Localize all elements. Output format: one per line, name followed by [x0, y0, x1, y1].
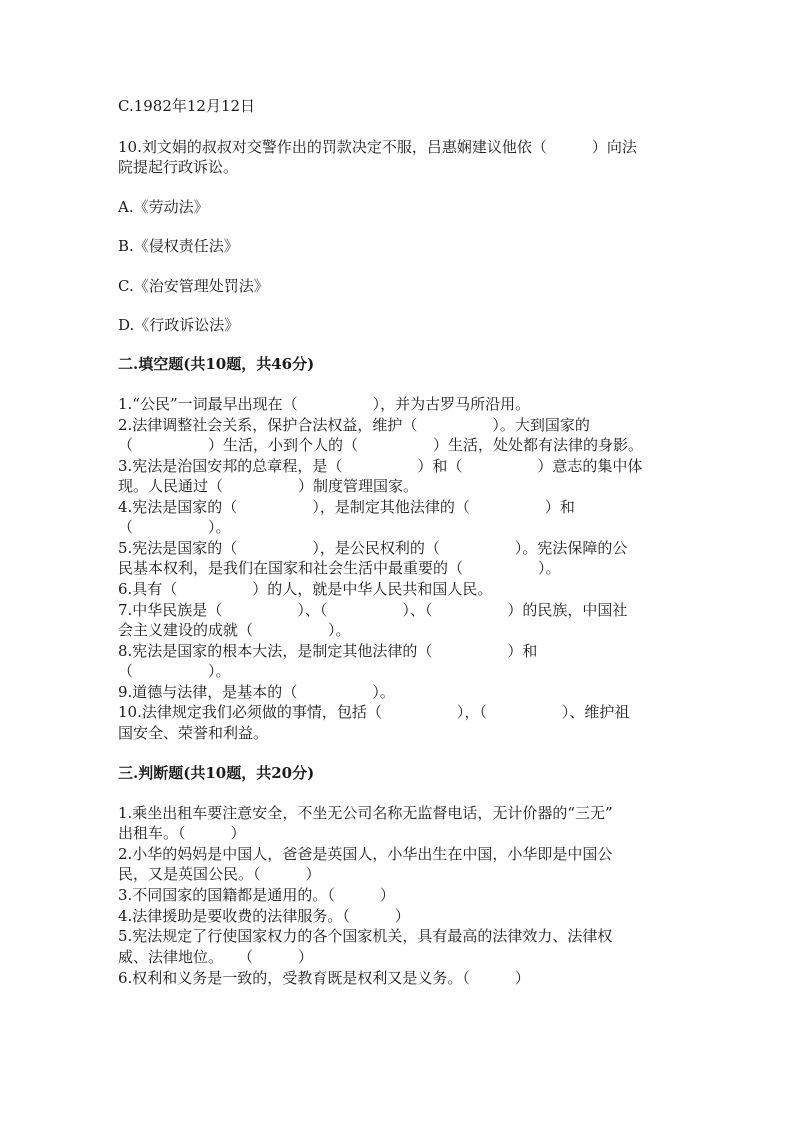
judge-line: 6.权利和义务是一致的，受教育既是权利又是义务。（ ） [118, 969, 530, 987]
judge-line: 出租车。（ ） [118, 824, 246, 842]
q10-option-c: C.《治安管理处罚法》 [118, 277, 269, 295]
fill-line: 10.法律规定我们必须做的事情，包括（ ），（ ）、维护祖 [118, 703, 630, 721]
fill-line: 7.中华民族是（ ）、（ ）、（ ）的民族，中国社 [118, 601, 628, 619]
judge-line: 3.不同国家的国籍都是通用的。（ ） [118, 886, 395, 904]
judge-line: 4.法律援助是要收费的法律服务。（ ） [118, 907, 410, 925]
q10-option-b: B.《侵权责任法》 [118, 237, 239, 255]
judge-line: 民，又是英国公民。（ ） [118, 865, 321, 883]
judge-line: 2.小华的妈妈是中国人，爸爸是英国人，小华出生在中国，小华即是中国公 [118, 845, 613, 863]
judge-line: 5.宪法规定了行使国家权力的各个国家机关，具有最高的法律效力、法律权 [118, 927, 613, 945]
fill-line: （ ）。 [118, 662, 231, 680]
q10-option-d: D.《行政诉讼法》 [118, 316, 240, 334]
fill-line: 6.具有（ ）的人，就是中华人民共和国人民。 [118, 580, 493, 598]
fill-line: 9.道德与法律，是基本的（ ）。 [118, 683, 395, 701]
fill-line: 4.宪法是国家的（ ），是制定其他法律的（ ）和 [118, 498, 575, 516]
fill-line: 国安全、荣誉和利益。 [118, 724, 269, 742]
fill-line: 现。人民通过（ ）制度管理国家。 [118, 477, 419, 495]
prev-option-c: C.1982年12月12日 [118, 97, 256, 115]
q10-option-a: A.《劳动法》 [118, 198, 209, 216]
fill-line: 5.宪法是国家的（ ），是公民权利的（ ）。宪法保障的公 [118, 539, 628, 557]
judge-line: 威、法律地位。 （ ） [118, 948, 314, 966]
fill-line: （ ）生活，小到个人的（ ）生活，处处都有法律的身影。 [118, 436, 644, 454]
question-10-line-1: 10.刘文娟的叔叔对交警作出的罚款决定不服，吕惠娴建议他依（ ）向法 [118, 138, 637, 156]
fill-line: 2.法律调整社会关系，保护合法权益，维护（ ）。大到国家的 [118, 416, 590, 434]
judge-section-heading: 三.判断题(共10题，共20分) [118, 764, 315, 782]
fill-line: 民基本权利，是我们在国家和社会生活中最重要的（ ）。 [118, 559, 561, 577]
question-10-line-2: 院提起行政诉讼。 [118, 158, 239, 176]
fill-line: 会主义建设的成就（ ）。 [118, 621, 351, 639]
fill-line: 1.“公民”一词最早出现在（ ），并为古罗马所沿用。 [118, 395, 531, 413]
judge-line: 1.乘坐出租车要注意安全，不坐无公司名称无监督电话，无计价器的“三无” [118, 804, 613, 822]
fill-line: （ ）。 [118, 518, 231, 536]
fill-line: 3.宪法是治国安邦的总章程，是（ ）和（ ）意志的集中体 [118, 457, 643, 475]
fill-section-heading: 二.填空题(共10题，共46分) [118, 355, 315, 373]
fill-line: 8.宪法是国家的根本大法，是制定其他法律的（ ）和 [118, 642, 538, 660]
